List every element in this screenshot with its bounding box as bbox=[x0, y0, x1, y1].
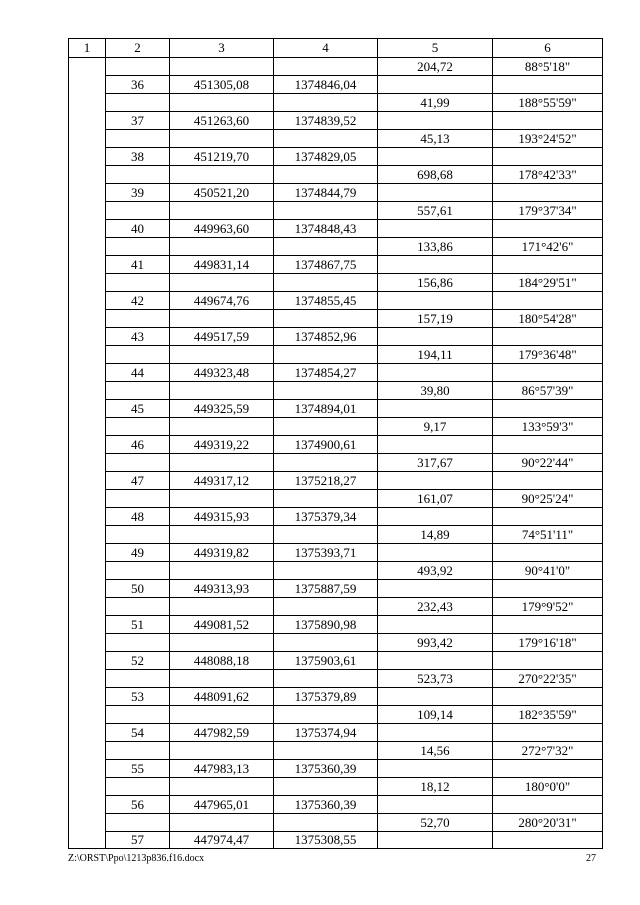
segment-angle: 90°41'0" bbox=[493, 562, 603, 580]
empty-cell bbox=[106, 670, 170, 688]
empty-cell bbox=[274, 490, 378, 508]
segment-row bbox=[69, 130, 603, 148]
empty-cell bbox=[493, 508, 603, 526]
point-x-coordinate: 449313,93 bbox=[170, 580, 274, 598]
segment-row bbox=[69, 274, 603, 292]
segment-distance: 157,19 bbox=[378, 310, 493, 328]
table-body bbox=[69, 58, 603, 849]
point-number: 57 bbox=[106, 832, 170, 849]
column-header: 1 bbox=[69, 39, 106, 58]
empty-cell bbox=[493, 256, 603, 274]
empty-cell bbox=[378, 76, 493, 94]
point-x-coordinate: 447965,01 bbox=[170, 796, 274, 814]
empty-cell bbox=[493, 472, 603, 490]
empty-cell bbox=[378, 112, 493, 130]
point-y-coordinate: 1375218,27 bbox=[274, 472, 378, 490]
segment-angle: 74°51'11" bbox=[493, 526, 603, 544]
point-x-coordinate: 451305,08 bbox=[170, 76, 274, 94]
segment-row bbox=[69, 94, 603, 112]
empty-cell bbox=[106, 238, 170, 256]
point-y-coordinate: 1375379,34 bbox=[274, 508, 378, 526]
segment-angle: 90°22'44" bbox=[493, 454, 603, 472]
segment-distance: 109,14 bbox=[378, 706, 493, 724]
segment-row bbox=[69, 598, 603, 616]
empty-cell bbox=[493, 580, 603, 598]
empty-cell bbox=[170, 238, 274, 256]
segment-angle: 178°42'33" bbox=[493, 166, 603, 184]
empty-cell bbox=[493, 544, 603, 562]
empty-cell bbox=[274, 526, 378, 544]
empty-cell bbox=[493, 400, 603, 418]
segment-distance: 39,80 bbox=[378, 382, 493, 400]
empty-cell bbox=[274, 742, 378, 760]
point-row bbox=[69, 292, 603, 310]
empty-cell bbox=[378, 796, 493, 814]
empty-cell bbox=[274, 202, 378, 220]
point-row bbox=[69, 328, 603, 346]
point-number: 45 bbox=[106, 400, 170, 418]
segment-distance: 194,11 bbox=[378, 346, 493, 364]
segment-row bbox=[69, 454, 603, 472]
empty-cell bbox=[170, 58, 274, 76]
point-number: 37 bbox=[106, 112, 170, 130]
empty-cell bbox=[170, 778, 274, 796]
empty-cell bbox=[170, 706, 274, 724]
point-row bbox=[69, 472, 603, 490]
segment-distance: 557,61 bbox=[378, 202, 493, 220]
empty-cell bbox=[274, 274, 378, 292]
empty-cell bbox=[493, 148, 603, 166]
point-row bbox=[69, 220, 603, 238]
point-y-coordinate: 1375374,94 bbox=[274, 724, 378, 742]
segment-row bbox=[69, 346, 603, 364]
empty-cell bbox=[493, 832, 603, 849]
column-header: 3 bbox=[170, 39, 274, 58]
empty-cell bbox=[378, 400, 493, 418]
point-x-coordinate: 449319,22 bbox=[170, 436, 274, 454]
point-y-coordinate: 1374855,45 bbox=[274, 292, 378, 310]
empty-cell bbox=[493, 796, 603, 814]
segment-angle: 179°37'34" bbox=[493, 202, 603, 220]
empty-cell bbox=[493, 436, 603, 454]
segment-angle: 180°54'28" bbox=[493, 310, 603, 328]
empty-cell bbox=[378, 580, 493, 598]
segment-row bbox=[69, 202, 603, 220]
point-number: 53 bbox=[106, 688, 170, 706]
point-y-coordinate: 1375887,59 bbox=[274, 580, 378, 598]
segment-row bbox=[69, 418, 603, 436]
segment-distance: 161,07 bbox=[378, 490, 493, 508]
coordinates-table bbox=[68, 38, 603, 849]
empty-cell bbox=[378, 832, 493, 849]
point-row bbox=[69, 832, 603, 849]
empty-cell bbox=[274, 94, 378, 112]
empty-cell bbox=[170, 130, 274, 148]
empty-cell bbox=[493, 724, 603, 742]
segment-distance: 14,89 bbox=[378, 526, 493, 544]
point-x-coordinate: 449831,14 bbox=[170, 256, 274, 274]
point-row bbox=[69, 652, 603, 670]
empty-cell bbox=[106, 454, 170, 472]
empty-cell bbox=[106, 346, 170, 364]
empty-cell bbox=[170, 94, 274, 112]
empty-cell bbox=[170, 454, 274, 472]
column-header: 6 bbox=[493, 39, 603, 58]
empty-cell bbox=[106, 490, 170, 508]
point-y-coordinate: 1375393,71 bbox=[274, 544, 378, 562]
segment-distance: 14,56 bbox=[378, 742, 493, 760]
segment-angle: 280°20'31" bbox=[493, 814, 603, 832]
empty-cell bbox=[274, 130, 378, 148]
empty-cell bbox=[274, 634, 378, 652]
empty-cell bbox=[493, 760, 603, 778]
point-y-coordinate: 1375308,55 bbox=[274, 832, 378, 849]
segment-distance: 18,12 bbox=[378, 778, 493, 796]
empty-cell bbox=[493, 328, 603, 346]
empty-cell bbox=[170, 202, 274, 220]
point-x-coordinate: 449319,82 bbox=[170, 544, 274, 562]
segment-distance: 993,42 bbox=[378, 634, 493, 652]
empty-cell bbox=[170, 490, 274, 508]
empty-cell bbox=[106, 814, 170, 832]
point-y-coordinate: 1374894,01 bbox=[274, 400, 378, 418]
point-y-coordinate: 1375903,61 bbox=[274, 652, 378, 670]
point-x-coordinate: 449317,12 bbox=[170, 472, 274, 490]
point-row bbox=[69, 688, 603, 706]
column-header: 5 bbox=[378, 39, 493, 58]
empty-cell bbox=[378, 148, 493, 166]
point-row bbox=[69, 76, 603, 94]
segment-angle: 272°7'32" bbox=[493, 742, 603, 760]
empty-cell bbox=[106, 310, 170, 328]
table-header-row bbox=[69, 39, 603, 58]
point-number: 41 bbox=[106, 256, 170, 274]
point-x-coordinate: 449963,60 bbox=[170, 220, 274, 238]
point-row bbox=[69, 580, 603, 598]
segment-distance: 156,86 bbox=[378, 274, 493, 292]
point-y-coordinate: 1374839,52 bbox=[274, 112, 378, 130]
point-y-coordinate: 1375360,39 bbox=[274, 760, 378, 778]
point-x-coordinate: 451263,60 bbox=[170, 112, 274, 130]
point-number: 44 bbox=[106, 364, 170, 382]
point-number: 52 bbox=[106, 652, 170, 670]
segment-angle: 86°57'39" bbox=[493, 382, 603, 400]
point-row bbox=[69, 112, 603, 130]
empty-cell bbox=[493, 364, 603, 382]
point-x-coordinate: 448091,62 bbox=[170, 688, 274, 706]
segment-row bbox=[69, 814, 603, 832]
empty-cell bbox=[170, 418, 274, 436]
segment-row bbox=[69, 634, 603, 652]
point-number: 47 bbox=[106, 472, 170, 490]
empty-cell bbox=[274, 598, 378, 616]
point-row bbox=[69, 760, 603, 778]
point-y-coordinate: 1374854,27 bbox=[274, 364, 378, 382]
empty-cell bbox=[106, 166, 170, 184]
empty-cell bbox=[493, 184, 603, 202]
point-number: 39 bbox=[106, 184, 170, 202]
point-row bbox=[69, 148, 603, 166]
empty-cell bbox=[274, 778, 378, 796]
point-y-coordinate: 1375379,89 bbox=[274, 688, 378, 706]
point-number: 56 bbox=[106, 796, 170, 814]
point-row bbox=[69, 256, 603, 274]
segment-distance: 523,73 bbox=[378, 670, 493, 688]
empty-cell bbox=[493, 220, 603, 238]
empty-cell bbox=[378, 472, 493, 490]
point-number: 40 bbox=[106, 220, 170, 238]
empty-cell bbox=[274, 418, 378, 436]
empty-cell bbox=[274, 310, 378, 328]
point-number: 51 bbox=[106, 616, 170, 634]
empty-cell bbox=[170, 346, 274, 364]
empty-cell bbox=[493, 652, 603, 670]
point-y-coordinate: 1375360,39 bbox=[274, 796, 378, 814]
empty-cell bbox=[378, 508, 493, 526]
point-row bbox=[69, 724, 603, 742]
segment-angle: 179°36'48" bbox=[493, 346, 603, 364]
point-x-coordinate: 447982,59 bbox=[170, 724, 274, 742]
empty-cell bbox=[274, 454, 378, 472]
empty-cell bbox=[493, 616, 603, 634]
empty-cell bbox=[378, 292, 493, 310]
point-row bbox=[69, 544, 603, 562]
point-row bbox=[69, 616, 603, 634]
segment-distance: 493,92 bbox=[378, 562, 493, 580]
segment-distance: 317,67 bbox=[378, 454, 493, 472]
point-y-coordinate: 1375890,98 bbox=[274, 616, 378, 634]
empty-cell bbox=[170, 634, 274, 652]
segment-row bbox=[69, 706, 603, 724]
empty-cell bbox=[274, 670, 378, 688]
empty-cell bbox=[378, 220, 493, 238]
empty-cell bbox=[106, 58, 170, 76]
empty-cell bbox=[106, 274, 170, 292]
segment-row bbox=[69, 166, 603, 184]
point-x-coordinate: 449517,59 bbox=[170, 328, 274, 346]
segment-row bbox=[69, 58, 603, 76]
segment-distance: 232,43 bbox=[378, 598, 493, 616]
point-x-coordinate: 451219,70 bbox=[170, 148, 274, 166]
point-row bbox=[69, 184, 603, 202]
empty-cell bbox=[378, 364, 493, 382]
point-number: 54 bbox=[106, 724, 170, 742]
empty-cell bbox=[106, 130, 170, 148]
point-row bbox=[69, 364, 603, 382]
point-x-coordinate: 449674,76 bbox=[170, 292, 274, 310]
point-number: 49 bbox=[106, 544, 170, 562]
segment-angle: 133°59'3" bbox=[493, 418, 603, 436]
point-row bbox=[69, 400, 603, 418]
point-x-coordinate: 450521,20 bbox=[170, 184, 274, 202]
empty-cell bbox=[378, 760, 493, 778]
empty-cell bbox=[106, 706, 170, 724]
empty-cell bbox=[378, 184, 493, 202]
point-y-coordinate: 1374844,79 bbox=[274, 184, 378, 202]
empty-cell bbox=[170, 166, 274, 184]
empty-cell bbox=[106, 598, 170, 616]
segment-angle: 171°42'6" bbox=[493, 238, 603, 256]
empty-cell bbox=[493, 688, 603, 706]
empty-cell bbox=[274, 58, 378, 76]
point-x-coordinate: 447974,47 bbox=[170, 832, 274, 849]
segment-angle: 184°29'51" bbox=[493, 274, 603, 292]
point-row bbox=[69, 436, 603, 454]
point-y-coordinate: 1374867,75 bbox=[274, 256, 378, 274]
point-x-coordinate: 447983,13 bbox=[170, 760, 274, 778]
segment-angle: 182°35'59" bbox=[493, 706, 603, 724]
segment-row bbox=[69, 310, 603, 328]
point-number: 55 bbox=[106, 760, 170, 778]
empty-cell bbox=[493, 292, 603, 310]
empty-cell bbox=[493, 112, 603, 130]
footer-file-path: Z:\ORST\Ppo\1213p836.f16.docx bbox=[68, 853, 205, 864]
segment-angle: 193°24'52" bbox=[493, 130, 603, 148]
empty-cell bbox=[170, 814, 274, 832]
point-y-coordinate: 1374852,96 bbox=[274, 328, 378, 346]
empty-cell bbox=[274, 238, 378, 256]
segment-distance: 52,70 bbox=[378, 814, 493, 832]
segment-row bbox=[69, 562, 603, 580]
empty-cell bbox=[378, 436, 493, 454]
segment-distance: 204,72 bbox=[378, 58, 493, 76]
segment-row bbox=[69, 490, 603, 508]
merged-column-1-cell bbox=[69, 58, 106, 849]
segment-distance: 41,99 bbox=[378, 94, 493, 112]
empty-cell bbox=[170, 526, 274, 544]
empty-cell bbox=[106, 526, 170, 544]
empty-cell bbox=[106, 418, 170, 436]
empty-cell bbox=[170, 382, 274, 400]
point-number: 50 bbox=[106, 580, 170, 598]
point-number: 43 bbox=[106, 328, 170, 346]
empty-cell bbox=[170, 274, 274, 292]
segment-row bbox=[69, 778, 603, 796]
empty-cell bbox=[170, 310, 274, 328]
point-row bbox=[69, 508, 603, 526]
empty-cell bbox=[106, 202, 170, 220]
point-number: 36 bbox=[106, 76, 170, 94]
empty-cell bbox=[378, 616, 493, 634]
point-y-coordinate: 1374846,04 bbox=[274, 76, 378, 94]
empty-cell bbox=[106, 742, 170, 760]
empty-cell bbox=[378, 328, 493, 346]
point-x-coordinate: 448088,18 bbox=[170, 652, 274, 670]
point-number: 42 bbox=[106, 292, 170, 310]
empty-cell bbox=[274, 706, 378, 724]
empty-cell bbox=[378, 652, 493, 670]
point-number: 48 bbox=[106, 508, 170, 526]
empty-cell bbox=[378, 256, 493, 274]
segment-row bbox=[69, 526, 603, 544]
empty-cell bbox=[274, 382, 378, 400]
point-x-coordinate: 449325,59 bbox=[170, 400, 274, 418]
empty-cell bbox=[170, 670, 274, 688]
point-y-coordinate: 1374900,61 bbox=[274, 436, 378, 454]
empty-cell bbox=[378, 724, 493, 742]
point-x-coordinate: 449315,93 bbox=[170, 508, 274, 526]
empty-cell bbox=[106, 562, 170, 580]
segment-row bbox=[69, 670, 603, 688]
segment-angle: 88°5'18" bbox=[493, 58, 603, 76]
empty-cell bbox=[274, 814, 378, 832]
empty-cell bbox=[493, 76, 603, 94]
segment-angle: 179°9'52" bbox=[493, 598, 603, 616]
point-y-coordinate: 1374829,05 bbox=[274, 148, 378, 166]
empty-cell bbox=[170, 598, 274, 616]
empty-cell bbox=[378, 544, 493, 562]
segment-distance: 9,17 bbox=[378, 418, 493, 436]
segment-row bbox=[69, 742, 603, 760]
segment-angle: 270°22'35" bbox=[493, 670, 603, 688]
point-x-coordinate: 449323,48 bbox=[170, 364, 274, 382]
segment-distance: 45,13 bbox=[378, 130, 493, 148]
column-header: 2 bbox=[106, 39, 170, 58]
column-header: 4 bbox=[274, 39, 378, 58]
segment-row bbox=[69, 238, 603, 256]
empty-cell bbox=[106, 778, 170, 796]
empty-cell bbox=[274, 166, 378, 184]
empty-cell bbox=[170, 562, 274, 580]
empty-cell bbox=[274, 346, 378, 364]
segment-angle: 179°16'18" bbox=[493, 634, 603, 652]
point-x-coordinate: 449081,52 bbox=[170, 616, 274, 634]
segment-row bbox=[69, 382, 603, 400]
point-number: 46 bbox=[106, 436, 170, 454]
point-y-coordinate: 1374848,43 bbox=[274, 220, 378, 238]
empty-cell bbox=[170, 742, 274, 760]
segment-angle: 188°55'59" bbox=[493, 94, 603, 112]
empty-cell bbox=[106, 94, 170, 112]
empty-cell bbox=[274, 562, 378, 580]
point-row bbox=[69, 796, 603, 814]
segment-angle: 180°0'0" bbox=[493, 778, 603, 796]
empty-cell bbox=[378, 688, 493, 706]
point-number: 38 bbox=[106, 148, 170, 166]
segment-distance: 133,86 bbox=[378, 238, 493, 256]
empty-cell bbox=[106, 382, 170, 400]
segment-distance: 698,68 bbox=[378, 166, 493, 184]
footer-page-number: 27 bbox=[586, 853, 596, 864]
empty-cell bbox=[106, 634, 170, 652]
segment-angle: 90°25'24" bbox=[493, 490, 603, 508]
